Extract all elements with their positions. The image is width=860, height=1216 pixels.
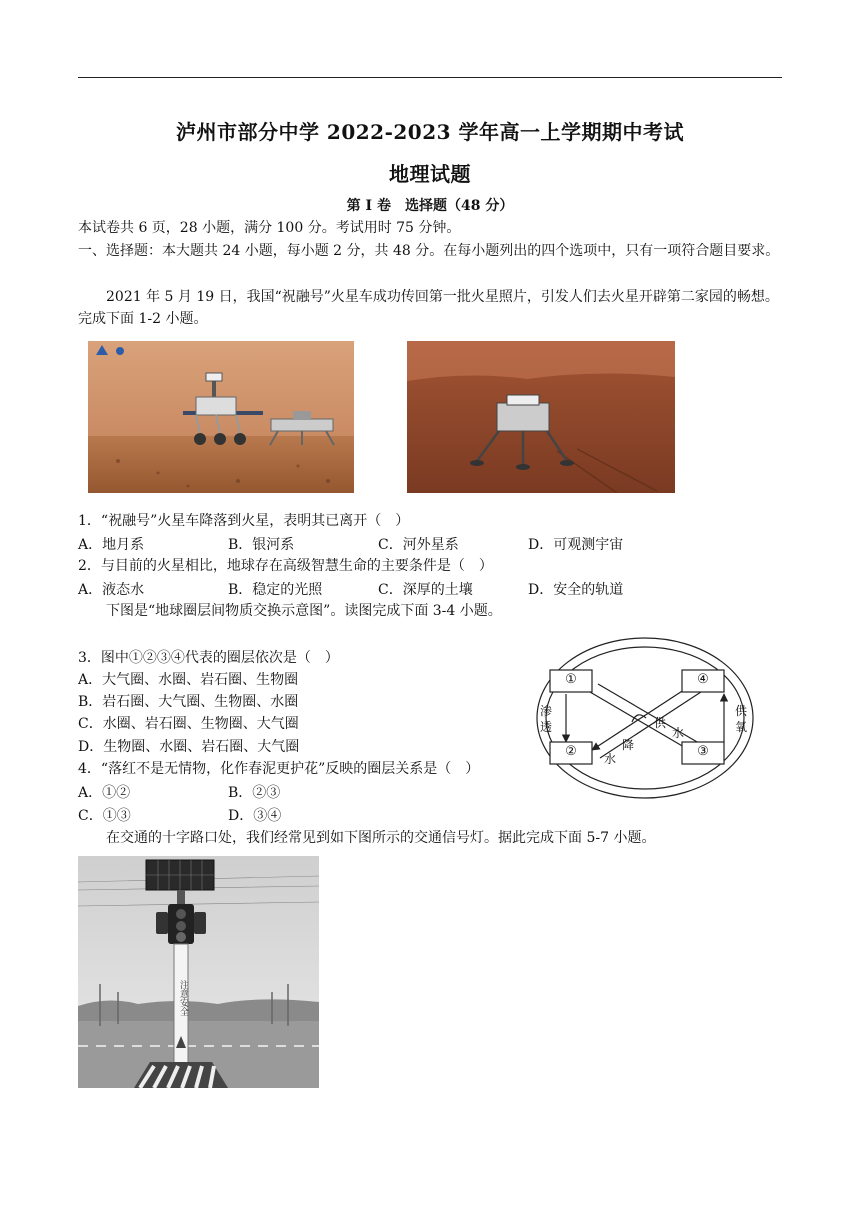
label-oxygen-2: 氧 bbox=[735, 720, 748, 734]
box-1-label: ① bbox=[565, 672, 577, 687]
question-3: 3．图中①②③④代表的圈层依次是（ ） bbox=[78, 650, 339, 666]
box-3-label: ③ bbox=[697, 744, 709, 759]
passage-1: 2021 年 5 月 19 日，我国“祝融号”火星车成功传回第一批火星照片，引发人们去火星开辟第二家园的畅想。完成下面 1-2 小题。 bbox=[78, 289, 779, 327]
header-rule bbox=[78, 77, 782, 78]
q2-option-d: D．安全的轨道 bbox=[528, 582, 624, 598]
question-1: 1．“祝融号”火星车降落到火星，表明其已离开（ ） bbox=[78, 513, 410, 529]
label-supply-2: 水 bbox=[672, 726, 685, 740]
q2-option-c: C．深厚的土壤 bbox=[378, 582, 473, 598]
instruction-text: 一、选择题：本大题共 24 小题，每小题 2 分，共 48 分。在每小题列出的四个选项中，只有一项符合题目要求。 bbox=[78, 243, 780, 259]
q1-option-a: A．地月系 bbox=[78, 537, 145, 553]
passage-3: 在交通的十字路口处，我们经常见到如下图所示的交通信号灯。据此完成下面 5-7 小题。 bbox=[106, 830, 656, 846]
question-4: 4．“落红不是无情物，化作春泥更护花”反映的圈层关系是（ ） bbox=[78, 761, 480, 777]
q1-option-c: C．河外星系 bbox=[378, 537, 459, 553]
q3-option-d: D．生物圈、水圈、岩石圈、大气圈 bbox=[78, 739, 300, 755]
exam-title: 泸州市部分中学 2022-2023 学年高一上学期期中考试 bbox=[175, 120, 685, 144]
label-seepage-1: 渗 bbox=[540, 704, 553, 718]
label-supply-1: 供 bbox=[654, 716, 667, 730]
box-4-label: ④ bbox=[697, 672, 709, 687]
exam-info: 本试卷共 6 页，28 小题，满分 100 分。考试用时 75 分钟。 bbox=[78, 220, 461, 236]
q2-option-b: B．稳定的光照 bbox=[228, 582, 323, 598]
mars-lander-photo-2 bbox=[407, 341, 675, 493]
label-fall-2: 水 bbox=[604, 752, 617, 766]
q1-option-b: B．银河系 bbox=[228, 537, 295, 553]
section-heading: 第 I 卷 选择题（48 分） bbox=[346, 198, 514, 214]
question-2: 2．与目前的火星相比，地球存在高级智慧生命的主要条件是（ ） bbox=[78, 558, 493, 574]
q2-option-a: A．液态水 bbox=[78, 582, 145, 598]
label-seepage-2: 透 bbox=[540, 720, 553, 734]
traffic-signal-photo bbox=[78, 856, 319, 1088]
sphere-exchange-diagram bbox=[532, 632, 758, 804]
label-fall-1: 降 bbox=[622, 738, 635, 752]
q4-option-a: A．①② bbox=[78, 785, 131, 801]
box-2-label: ② bbox=[565, 744, 577, 759]
safety-sign: 注意安全 bbox=[178, 980, 188, 1016]
q4-option-d: D．③④ bbox=[228, 808, 282, 824]
label-oxygen-1: 供 bbox=[735, 704, 748, 718]
passage-2: 下图是“地球圈层间物质交换示意图”。读图完成下面 3-4 小题。 bbox=[106, 603, 502, 619]
q3-option-a: A．大气圈、水圈、岩石圈、生物圈 bbox=[78, 672, 299, 688]
subject-title: 地理试题 bbox=[389, 162, 471, 186]
mars-rover-photo-1 bbox=[88, 341, 354, 493]
q4-option-c: C．①③ bbox=[78, 808, 131, 824]
q3-option-c: C．水圈、岩石圈、生物圈、大气圈 bbox=[78, 716, 299, 732]
q1-option-d: D．可观测宇宙 bbox=[528, 537, 624, 553]
q4-option-b: B．②③ bbox=[228, 785, 281, 801]
q3-option-b: B．岩石圈、大气圈、生物圈、水圈 bbox=[78, 694, 299, 710]
